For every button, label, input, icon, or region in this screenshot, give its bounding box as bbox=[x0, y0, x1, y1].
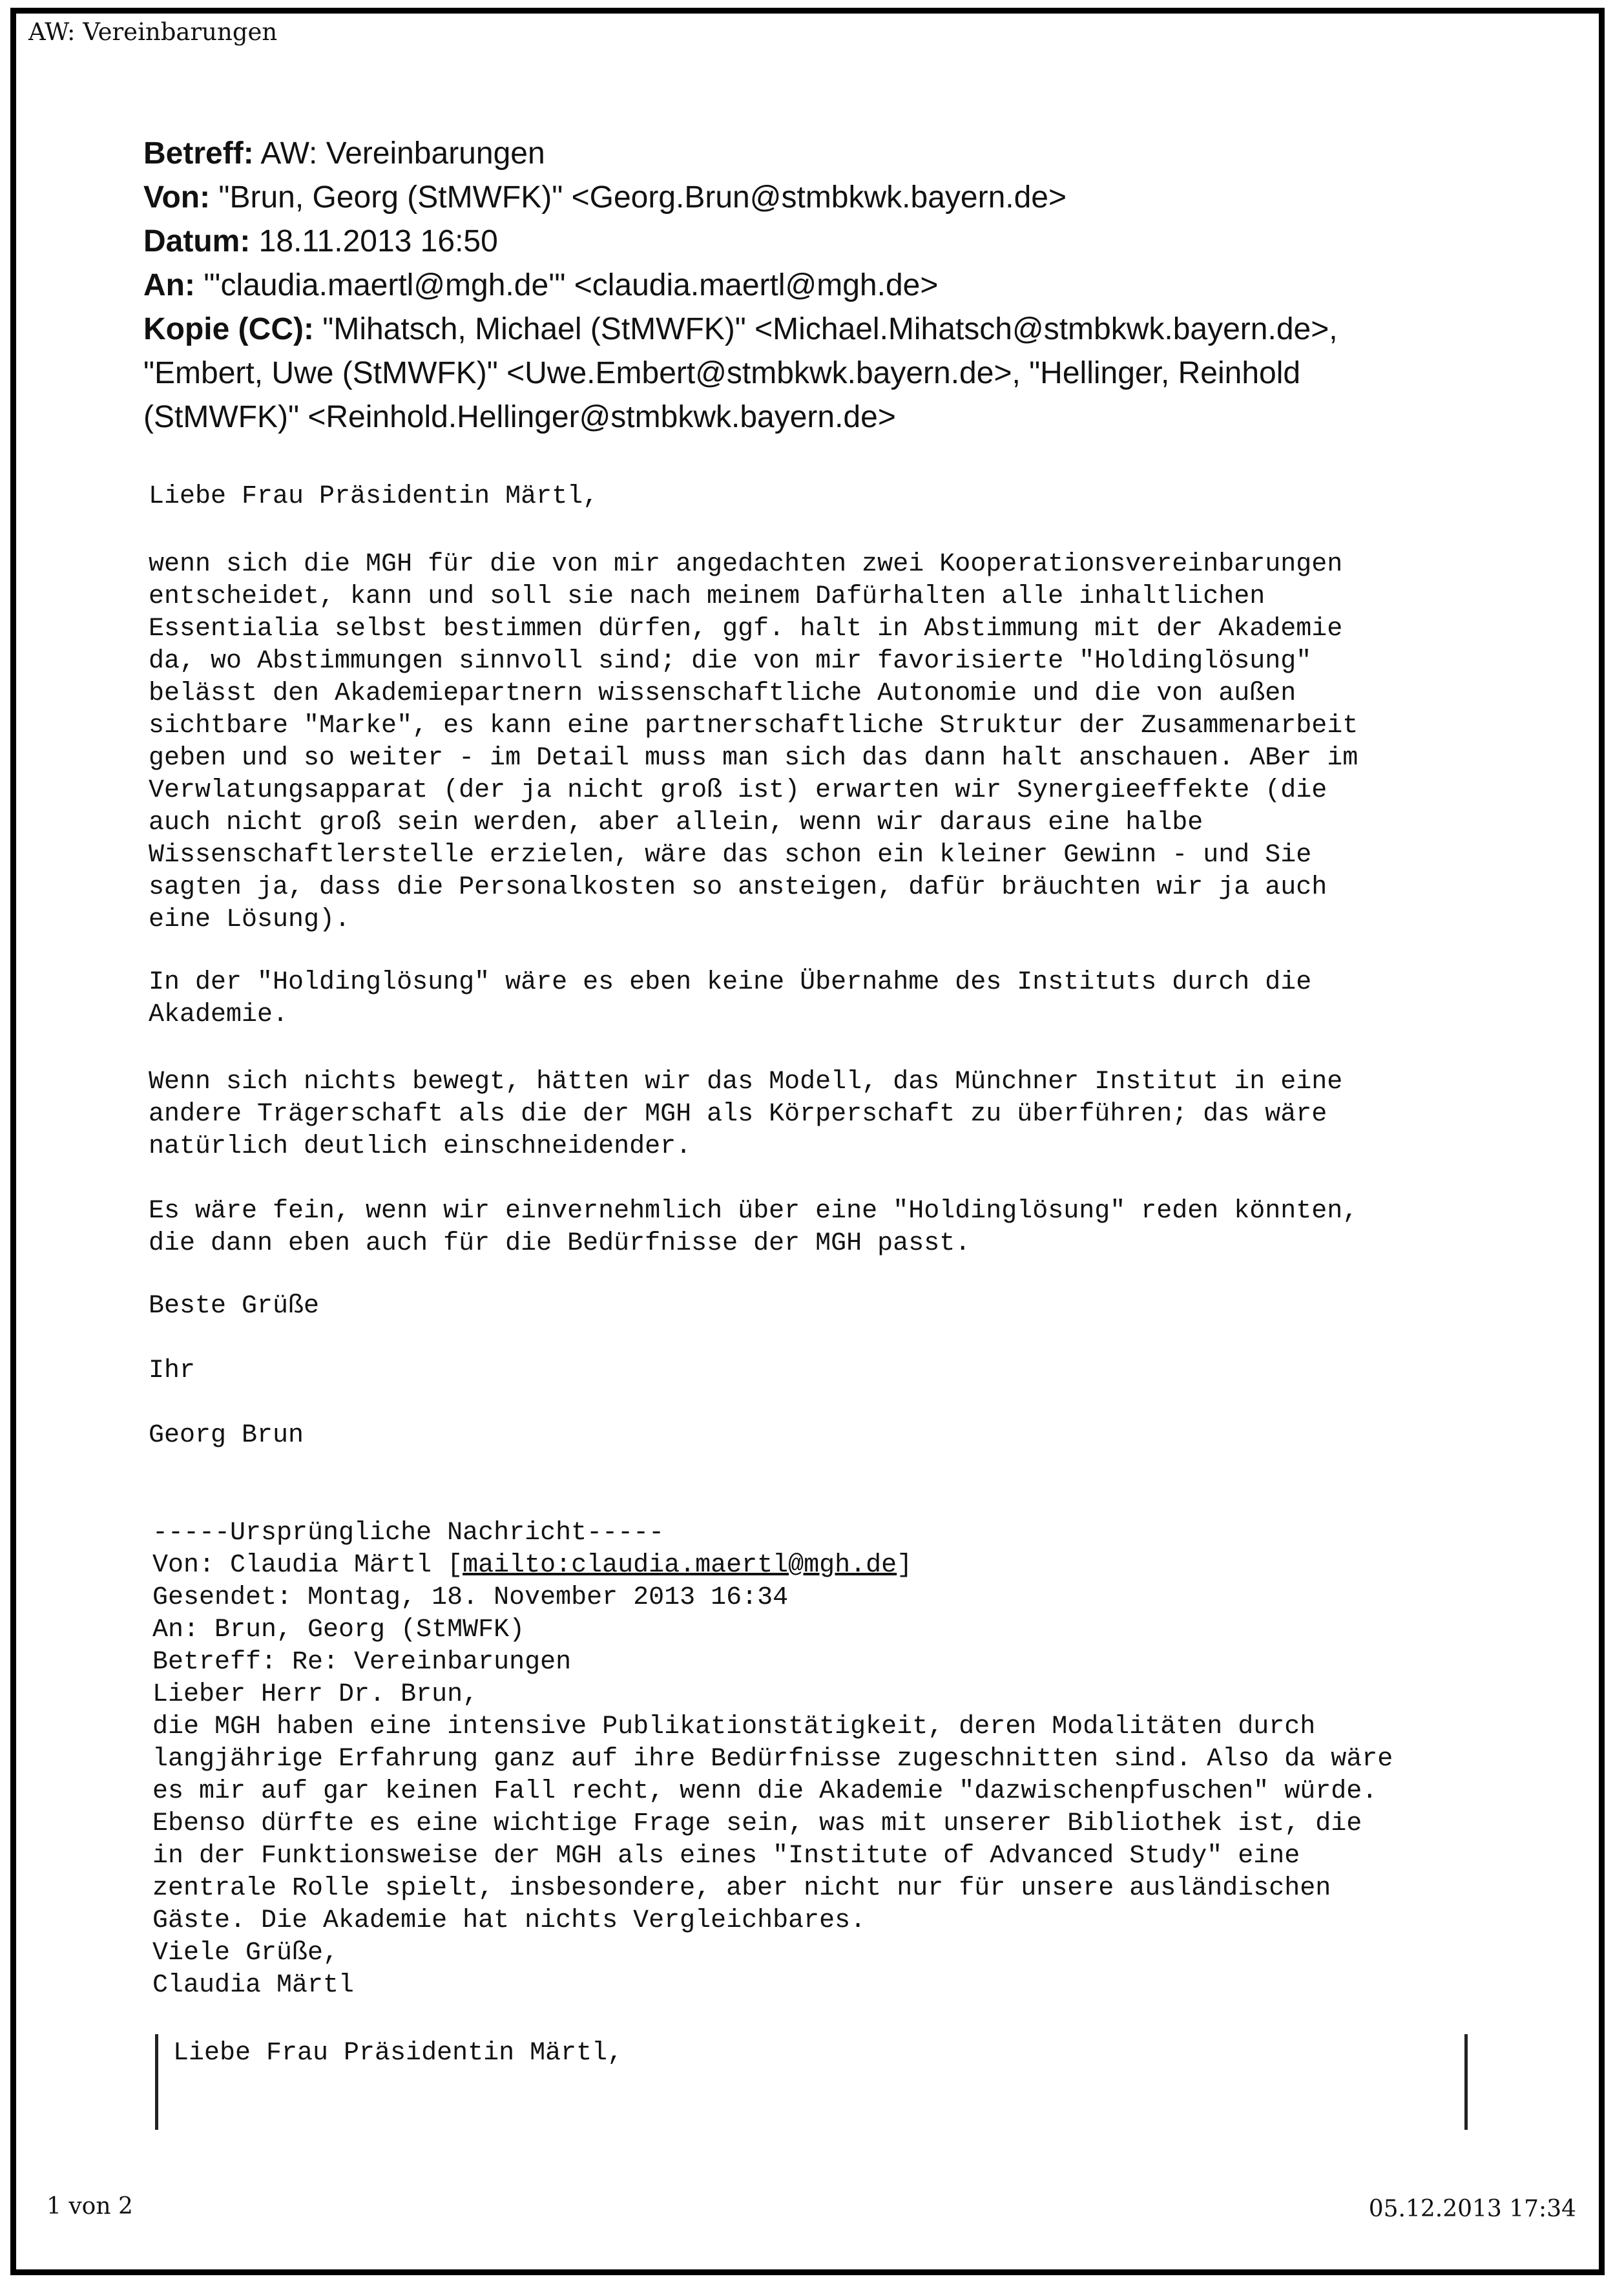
original-an: An: Brun, Georg (StMWFK) bbox=[152, 1615, 525, 1645]
betreff-row bbox=[143, 132, 1513, 176]
signature: Georg Brun bbox=[149, 1421, 304, 1450]
paragraph-3: Wenn sich nichts bewegt, hätten wir das Modell, das Münchner Institut in eine andere Trägerschaft als die der MGH als Körperschaft zu überführen; das wäre natürlich deutlich einschneidender. bbox=[149, 1067, 1343, 1161]
print-timestamp: 05.12.2013 17:34 bbox=[1368, 2196, 1576, 2222]
datum-value: 18.11.2013 16:50 bbox=[258, 224, 498, 258]
original-message-text: Lieber Herr Dr. Brun, die MGH haben eine intensive Publikationstätigkeit, deren Modalitäten durch langjährige Erfahrung ganz auf ihre Bedürfnisse zugeschnitten sind. Also da wäre es mir auf gar keinen Fall recht, wenn die Akademie "dazwischenpfuschen" würde. Ebenso dürfte es eine wichtige Frage sein, was mit unserer Bibliothek ist, die in der Funktionsweise der MGH als eines "Institute of Advanced Study" eine zentrale Rolle spielt, insbesondere, aber nicht nur für unsere ausländischen Gäste. Die Akademie hat nichts Vergleichbares. Viele Grüße, Claudia Märtl bbox=[152, 1680, 1393, 2000]
closing: Beste Grüße bbox=[149, 1292, 320, 1321]
paragraph-2: In der "Holdinglösung" wäre es eben keine Übernahme des Instituts durch die Akademie. bbox=[149, 968, 1312, 1029]
mailto-link[interactable]: mailto:claudia.maertl@mgh.de bbox=[463, 1551, 897, 1580]
original-message-header bbox=[152, 1517, 912, 1679]
kopie-label: Kopie (CC): bbox=[143, 312, 314, 346]
paragraph-1: wenn sich die MGH für die von mir angedachten zwei Kooperationsvereinbarungen entscheidet, kann und soll sie nach meinem Dafürhalten alle inhaltlichen Essentialia selbst bestimmen dürfen, ggf. halt in Abstimmung mit der Akademie da, wo Abstimmungen sinnvoll sind; die von mir favorisierte "Holdinglösung" belässt den Akademiepartnern wissenschaftliche Autonomie und die von außen sichtbare "Marke", es kann eine partnerschaftliche Struktur der Zusammenarbeit geben und so weiter - im Detail muss man sich das dann halt anschauen. ABer im Verwlatungsapparat (der ja nicht groß ist) erwarten wir Synergieeffekte (die auch nicht groß sein werden, aber allein, wenn wir daraus eine halbe Wissenschaftlerstelle erzielen, wäre das schon ein kleiner Gewinn - und Sie sagten ja, dass die Personalkosten so ansteigen, dafür bräuchten wir ja auch eine Lösung). bbox=[149, 550, 1359, 934]
greeting: Liebe Frau Präsidentin Märtl, bbox=[149, 482, 599, 511]
quoted-text: Liebe Frau Präsidentin Märtl, bbox=[173, 2039, 623, 2068]
von-value: "Brun, Georg (StMWFK)" <Georg.Brun@stmbkwk.bayern.de> bbox=[218, 180, 1067, 215]
original-separator: -----Ursprüngliche Nachricht----- bbox=[152, 1519, 665, 1548]
von-row bbox=[143, 176, 1513, 220]
page-number: 1 von 2 bbox=[47, 2193, 133, 2220]
original-gesendet: Gesendet: Montag, 18. November 2013 16:34 bbox=[152, 1583, 789, 1612]
an-row bbox=[143, 264, 1513, 308]
page-header-title: AW: Vereinbarungen bbox=[28, 18, 278, 46]
original-von-prefix: Von: Claudia Märtl [ bbox=[152, 1551, 463, 1580]
kopie-row bbox=[143, 308, 1513, 352]
original-betreff: Betreff: Re: Vereinbarungen bbox=[152, 1648, 572, 1677]
an-value: "'claudia.maertl@mgh.de'" <claudia.maertl@mgh.de> bbox=[203, 268, 939, 302]
ihr: Ihr bbox=[149, 1356, 196, 1385]
an-label: An: bbox=[143, 268, 195, 302]
kopie-row-3: (StMWFK)" <Reinhold.Hellinger@stmbkwk.bayern.de> bbox=[143, 400, 896, 434]
kopie-value-line1: "Mihatsch, Michael (StMWFK)" <Michael.Mihatsch@stmbkwk.bayern.de>, bbox=[322, 312, 1338, 346]
von-label: Von: bbox=[143, 180, 211, 215]
email-header bbox=[143, 132, 1513, 439]
original-von-suffix: ] bbox=[897, 1551, 913, 1580]
datum-row bbox=[143, 220, 1513, 264]
betreff-label: Betreff: bbox=[143, 136, 254, 171]
betreff-value: AW: Vereinbarungen bbox=[260, 136, 545, 171]
kopie-row-2: "Embert, Uwe (StMWFK)" <Uwe.Embert@stmbkwk.bayern.de>, "Hellinger, Reinhold bbox=[143, 356, 1301, 390]
datum-label: Datum: bbox=[143, 224, 251, 258]
paragraph-4: Es wäre fein, wenn wir einvernehmlich über eine "Holdinglösung" reden könnten, die dann eben auch für die Bedürfnisse der MGH passt. bbox=[149, 1197, 1359, 1258]
